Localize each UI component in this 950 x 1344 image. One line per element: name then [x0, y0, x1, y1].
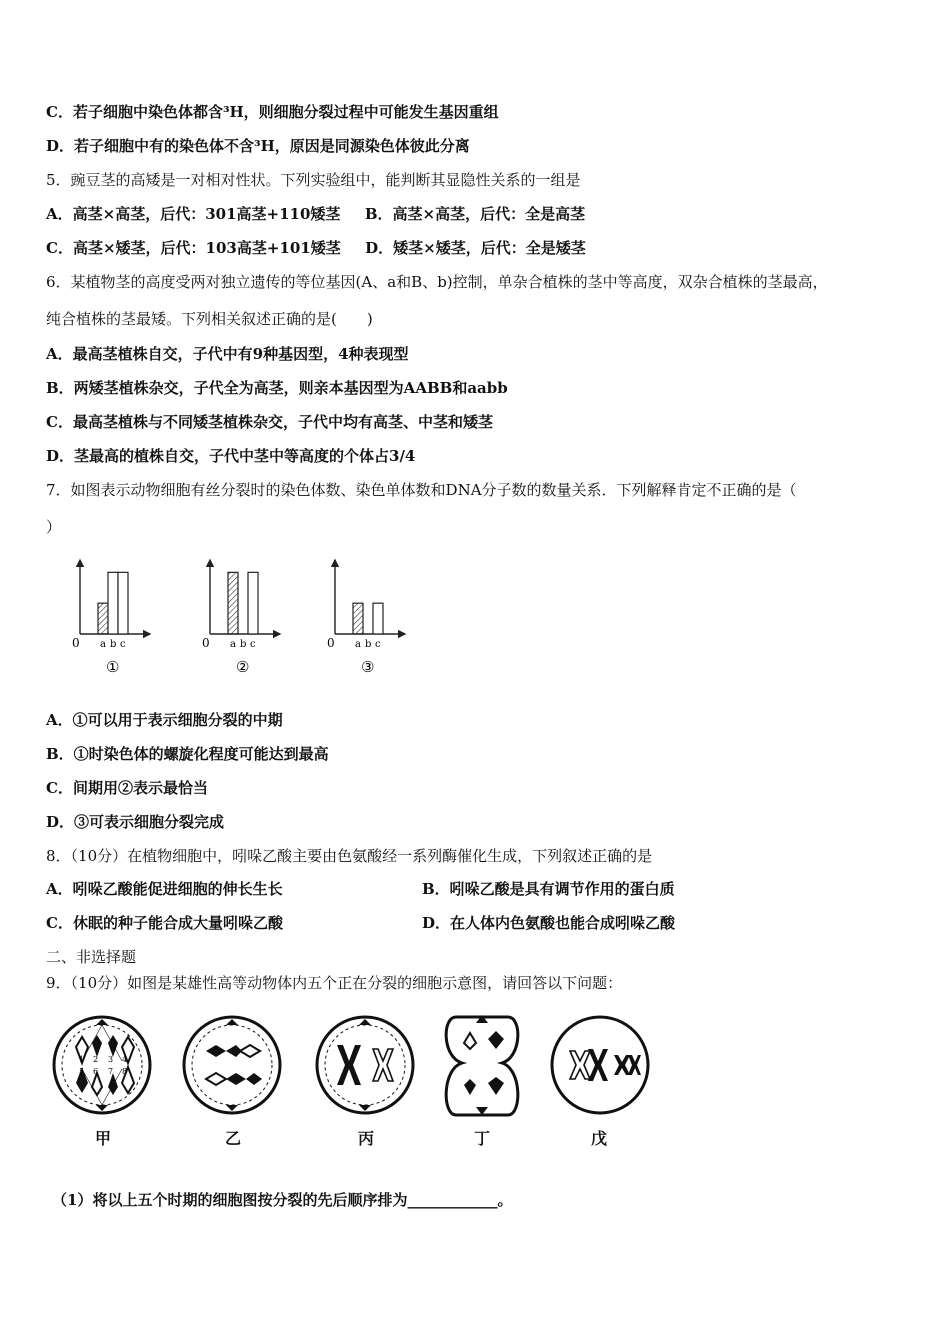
section-heading: 二、非选择题 — [46, 948, 137, 966]
q7-bar-charts — [60, 550, 420, 690]
tick-label-a: a — [355, 639, 361, 650]
q7-stem-line2: ） — [46, 518, 62, 536]
bar-a — [228, 572, 238, 634]
tick-label-b: b — [365, 639, 372, 650]
q6-stem-line2: 纯合植株的茎最矮。下列相关叙述正确的是( ) — [46, 310, 373, 328]
q8-option-c: C．休眠的种子能合成大量吲哚乙酸 — [46, 914, 283, 932]
chart-title: ① — [106, 658, 120, 676]
chart-2 — [202, 560, 280, 676]
cell-label-bing: 丙 — [358, 1129, 375, 1148]
q5-stem: 5．豌豆茎的高矮是一对相对性状。下列实验组中，能判断其显隐性关系的一组是 — [46, 171, 581, 189]
q9-sub1-number: （1） — [52, 1191, 93, 1209]
cell-wu — [552, 1017, 648, 1113]
cell-label-jia: 甲 — [95, 1129, 112, 1148]
q9-stem: 9．（10分）如图是某雄性高等动物体内五个正在分裂的细胞示意图，请回答以下问题： — [46, 974, 623, 992]
chart-1 — [72, 560, 150, 676]
chromosome-number: 3 — [108, 1055, 114, 1064]
q8-option-d: D．在人体内色氨酸也能合成吲哚乙酸 — [422, 914, 676, 932]
tick-label-c: c — [375, 639, 381, 650]
q7-option-b: B．①时染色体的螺旋化程度可能达到最高 — [46, 745, 329, 763]
bar-b — [108, 572, 118, 634]
q8-stem: 8．（10分）在植物细胞中，吲哚乙酸主要由色氨酸经一系列酶催化生成，下列叙述正确的是 — [46, 847, 653, 865]
origin-label: 0 — [202, 636, 210, 650]
q5-options-ab — [46, 204, 910, 224]
q5-option-d: D．矮茎×矮茎，后代：全是矮茎 — [365, 239, 586, 257]
origin-label: 0 — [327, 636, 335, 650]
chromosome-number: 6 — [93, 1067, 99, 1076]
q5-option-c: C．高茎×矮茎，后代：103高茎+101矮茎 — [46, 239, 341, 257]
q5-option-b: B．高茎×高茎，后代：全是高茎 — [364, 205, 586, 223]
bar-c — [118, 572, 128, 634]
q9-sub1-end: 。 — [497, 1191, 513, 1209]
chromosome-number: 4 — [122, 1055, 128, 1064]
chart-3 — [327, 560, 405, 676]
q7-stem-line1: 7．如图表示动物细胞有丝分裂时的染色体数、染色单体数和DNA分子数的数量关系．下列解释肯定不正确的是（ — [46, 481, 797, 499]
q5-option-a: A．高茎×高茎，后代：301高茎+110矮茎 — [46, 205, 341, 223]
chart-title: ③ — [361, 658, 375, 676]
chart-title: ② — [236, 658, 250, 676]
q4-option-d: D．若子细胞中有的染色体不含³H，原因是同源染色体彼此分离 — [46, 137, 470, 155]
bar-c — [373, 603, 383, 634]
cell-jia — [54, 1017, 150, 1113]
bar-a — [353, 603, 363, 634]
q7-option-d: D．③可表示细胞分裂完成 — [46, 813, 225, 831]
chromosome-number: 2 — [93, 1055, 99, 1064]
q8-option-a: A．吲哚乙酸能促进细胞的伸长生长 — [46, 880, 283, 898]
cell-label-wu: 戊 — [591, 1129, 608, 1148]
chromosome-number: 5 — [79, 1067, 85, 1076]
q5-options-cd — [46, 238, 910, 258]
q8-option-b: B．吲哚乙酸是具有调节作用的蛋白质 — [422, 880, 675, 898]
cell-label-ding: 丁 — [474, 1129, 491, 1148]
chromosome-number: 1 — [79, 1055, 85, 1064]
chromosome-number: 7 — [108, 1067, 114, 1076]
chromosome-number: 8 — [122, 1067, 128, 1076]
cell-ding — [446, 1015, 518, 1115]
tick-label-c: c — [120, 639, 126, 650]
tick-label-b: b — [110, 639, 117, 650]
q6-option-c: C．最高茎植株与不同矮茎植株杂交，子代中均有高茎、中茎和矮茎 — [46, 413, 493, 431]
bar-c — [248, 572, 258, 634]
bar-a — [98, 603, 108, 634]
cell-label-yi: 乙 — [225, 1129, 242, 1148]
tick-label-a: a — [100, 639, 106, 650]
cell-division-diagrams — [50, 1005, 660, 1125]
q6-option-b: B．两矮茎植株杂交，子代全为高茎，则亲本基因型为AABB和aabb — [46, 379, 508, 397]
tick-label-a: a — [230, 639, 236, 650]
q6-stem-line1: 6．某植物茎的高度受两对独立遗传的等位基因(A、a和B、b)控制，单杂合植株的茎中等高度，双杂合植株的茎最高， — [46, 273, 828, 291]
q4-option-c: C．若子细胞中染色体都含³H，则细胞分裂过程中可能发生基因重组 — [46, 103, 499, 121]
q9-sub1-text: 将以上五个时期的细胞图按分裂的先后顺序排为 — [92, 1191, 408, 1209]
tick-label-b: b — [240, 639, 247, 650]
cell-bing — [317, 1017, 413, 1113]
q8-options-ab — [46, 879, 910, 899]
q8-options-cd — [46, 913, 910, 933]
q6-option-a: A．最高茎植株自交，子代中有9种基因型，4种表现型 — [46, 345, 409, 363]
q6-option-d: D．茎最高的植株自交，子代中茎中等高度的个体占3/4 — [46, 447, 416, 465]
tick-label-c: c — [250, 639, 256, 650]
q9-sub1-blank[interactable]: ____________ — [407, 1191, 498, 1209]
q7-option-a: A．①可以用于表示细胞分裂的中期 — [46, 711, 283, 729]
q7-option-c: C．间期用②表示最恰当 — [46, 779, 208, 797]
cell-yi — [184, 1017, 280, 1113]
origin-label: 0 — [72, 636, 80, 650]
q9-sub1 — [52, 1190, 910, 1210]
